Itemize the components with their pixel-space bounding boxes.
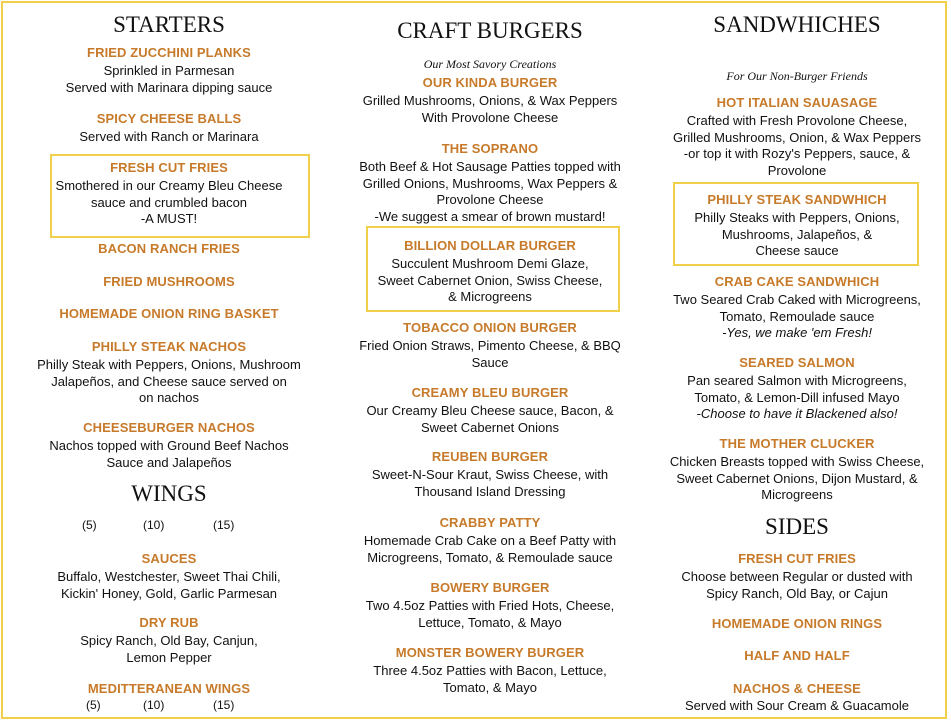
item-description: Homemade Crab Cake on a Beef Patty with Microgreens, Tomato, & Remoulade sauce bbox=[363, 533, 617, 565]
item-description: Our Creamy Bleu Cheese sauce, Bacon, & Sweet Cabernet Onions bbox=[366, 403, 614, 435]
burgers-subheading: Our Most Savory Creations bbox=[423, 57, 557, 71]
item-description: Sweet-N-Sour Kraut, Swiss Cheese, with Thousand Island Dressing bbox=[371, 467, 609, 499]
menu-item bbox=[24, 615, 314, 666]
item-title: CRABBY PATTY bbox=[439, 515, 541, 530]
item-description: Succulent Mushroom Demi Glaze, Sweet Cabernet Onion, Swiss Cheese, & Microgreens bbox=[377, 256, 603, 304]
sandwiches-subheading: For Our Non-Burger Friends bbox=[726, 69, 868, 83]
item-title: BACON RANCH FRIES bbox=[98, 241, 240, 256]
item-description: Crafted with Fresh Provolone Cheese, Grilled Mushrooms, Onion, & Wax Peppers -or top it with Rozy's Peppers, sauce, & Provolone bbox=[672, 113, 922, 178]
wing-count: (5) bbox=[82, 518, 97, 532]
wing-count-row bbox=[24, 518, 314, 532]
menu-item bbox=[330, 320, 650, 371]
item-title: MEDITTERANEAN WINGS bbox=[87, 681, 251, 696]
item-title: BOWERY BURGER bbox=[430, 580, 550, 595]
wings-heading: WINGS bbox=[131, 481, 207, 506]
item-description: Two Seared Crab Caked with Microgreens, Tomato, Remoulade sauce -Yes, we make 'em Fresh! bbox=[673, 292, 921, 340]
menu-item bbox=[24, 111, 314, 146]
item-title: NACHOS & CHEESE bbox=[733, 681, 861, 696]
item-title: OUR KINDA BURGER bbox=[422, 75, 558, 90]
item-title: DRY RUB bbox=[139, 615, 199, 630]
menu-item bbox=[330, 580, 650, 631]
item-title: HALF AND HALF bbox=[744, 648, 850, 663]
item-title: THE SOPRANO bbox=[441, 141, 539, 156]
item-title: THE MOTHER CLUCKER bbox=[719, 436, 875, 451]
item-title: SPICY CHEESE BALLS bbox=[96, 111, 242, 126]
menu-item bbox=[330, 449, 650, 500]
sandwiches-heading: SANDWHICHES bbox=[713, 12, 881, 37]
menu-item bbox=[330, 645, 650, 696]
wing-count: (15) bbox=[213, 518, 235, 532]
item-description: Two 4.5oz Patties with Fried Hots, Cheese, Lettuce, Tomato, & Mayo bbox=[365, 598, 615, 630]
item-description: Pan seared Salmon with Microgreens, Tomato, & Lemon-Dill infused Mayo -Choose to have it Blackened also! bbox=[687, 373, 907, 421]
item-description: Smothered in our Creamy Bleu Cheese sauce and crumbled bacon -A MUST! bbox=[55, 178, 283, 226]
item-description: Both Beef & Hot Sausage Patties topped with Grilled Onions, Mushrooms, Wax Peppers & Provolone Cheese -We suggest a smear of brown mustard! bbox=[359, 159, 621, 224]
item-title: HOMEMADE ONION RINGS bbox=[711, 616, 883, 631]
item-title: PHILLY STEAK NACHOS bbox=[91, 339, 247, 354]
menu-item bbox=[330, 385, 650, 436]
wing-count: (15) bbox=[213, 698, 235, 712]
item-title: FRESH CUT FRIES bbox=[738, 551, 856, 566]
item-title: CHEESEBURGER NACHOS bbox=[83, 420, 255, 435]
item-title: FRESH CUT FRIES bbox=[110, 160, 228, 175]
item-title: BILLION DOLLAR BURGER bbox=[404, 238, 576, 253]
item-title: FRIED ZUCCHINI PLANKS bbox=[87, 45, 251, 60]
menu-item bbox=[660, 274, 934, 342]
menu-item bbox=[660, 192, 934, 260]
menu-item bbox=[24, 160, 314, 228]
menu-item bbox=[330, 75, 650, 126]
menu-item bbox=[24, 339, 314, 407]
item-title: SAUCES bbox=[141, 551, 197, 566]
item-title: FRIED MUSHROOMS bbox=[103, 274, 235, 289]
menu-item bbox=[24, 551, 314, 602]
sides-heading: SIDES bbox=[765, 514, 829, 539]
item-description: Grilled Mushrooms, Onions, & Wax Peppers With Provolone Cheese bbox=[362, 93, 618, 125]
item-title: SEARED SALMON bbox=[739, 355, 855, 370]
menu-item bbox=[330, 141, 650, 225]
item-description: Fried Onion Straws, Pimento Cheese, & BBQ Sauce bbox=[359, 338, 621, 370]
menu-item bbox=[24, 420, 314, 471]
menu-item bbox=[660, 436, 934, 504]
item-title: TOBACCO ONION BURGER bbox=[403, 320, 577, 335]
wing-count: (5) bbox=[86, 698, 101, 712]
sandwiches-column bbox=[660, 0, 934, 723]
menu-item bbox=[660, 681, 934, 715]
item-description: Spicy Ranch, Old Bay, Canjun, Lemon Pepper bbox=[80, 633, 258, 665]
item-title: HOT ITALIAN SAUASAGE bbox=[716, 95, 878, 110]
starters-heading: STARTERS bbox=[113, 12, 225, 37]
menu-item bbox=[660, 551, 934, 602]
item-description: Chicken Breasts topped with Swiss Cheese, Sweet Cabernet Onions, Dijon Mustard, & Microgreens bbox=[669, 454, 925, 502]
item-description: Choose between Regular or dusted with Spicy Ranch, Old Bay, or Cajun bbox=[681, 569, 913, 601]
item-description: Three 4.5oz Patties with Bacon, Lettuce, Tomato, & Mayo bbox=[373, 663, 607, 695]
menu-item bbox=[660, 95, 934, 179]
wing-count-row bbox=[24, 698, 314, 712]
item-title: REUBEN BURGER bbox=[431, 449, 549, 464]
burgers-heading: CRAFT BURGERS bbox=[397, 18, 583, 43]
starters-column bbox=[24, 0, 314, 723]
item-title: HOMEMADE ONION RING BASKET bbox=[59, 306, 279, 321]
item-description: Buffalo, Westchester, Sweet Thai Chili, Kickin' Honey, Gold, Garlic Parmesan bbox=[57, 569, 281, 601]
menu-item bbox=[660, 355, 934, 423]
item-title: CREAMY BLEU BURGER bbox=[411, 385, 569, 400]
item-description: Nachos topped with Ground Beef Nachos Sauce and Jalapeños bbox=[49, 438, 289, 470]
menu-item bbox=[330, 238, 650, 306]
burgers-column bbox=[330, 0, 650, 723]
item-description: Philly Steak with Peppers, Onions, Mushroom Jalapeños, and Cheese sauce served on on nachos bbox=[37, 357, 301, 405]
menu-item bbox=[330, 515, 650, 566]
item-title: PHILLY STEAK SANDWHICH bbox=[707, 192, 887, 207]
menu-item bbox=[24, 45, 314, 96]
item-title: MONSTER BOWERY BURGER bbox=[395, 645, 585, 660]
item-description: Philly Steaks with Peppers, Onions, Mushrooms, Jalapeños, & Cheese sauce bbox=[694, 210, 900, 258]
item-description: Sprinkled in Parmesan Served with Marinara dipping sauce bbox=[65, 63, 273, 95]
wing-count: (10) bbox=[143, 518, 165, 532]
item-description: Served with Ranch or Marinara bbox=[79, 129, 259, 144]
wing-count: (10) bbox=[143, 698, 165, 712]
item-description: Served with Sour Cream & Guacamole bbox=[685, 698, 909, 713]
item-title: CRAB CAKE SANDWHICH bbox=[714, 274, 880, 289]
